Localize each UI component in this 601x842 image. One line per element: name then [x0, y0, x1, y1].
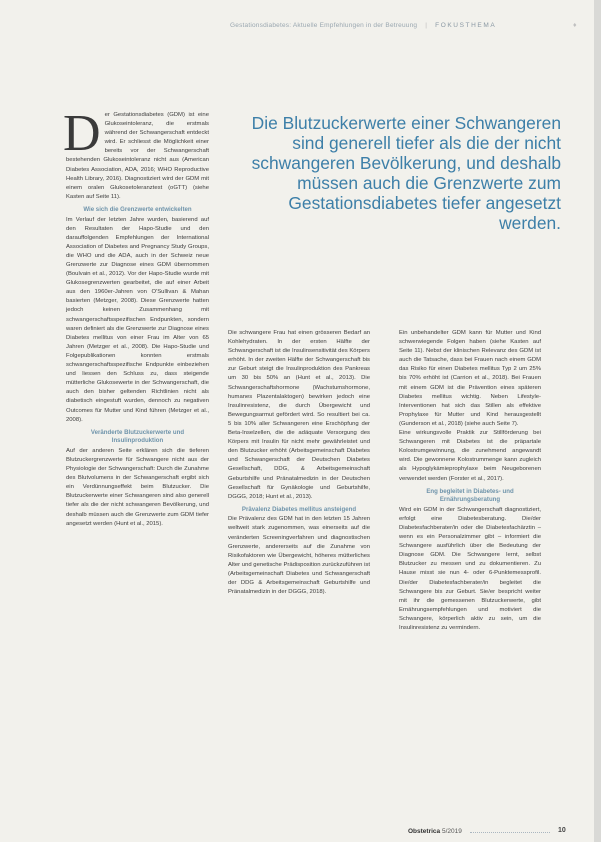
journal-info: [408, 828, 462, 835]
column-1: [63, 105, 209, 529]
page-number: 10: [558, 827, 566, 834]
section-label: FOKUSTHEMA: [435, 22, 497, 29]
issue-number: 5/2019: [441, 828, 462, 835]
paragraph: Die schwangere Frau hat einen grösseren Bedarf an Kohlehydraten. In der ersten Hälfte der Schwangerschaft ist die Insulinsensitivität des Körpers erhöht. In der zweiten Hälfte der Schwangerschaft bis zur Geburt steigt die Insulinproduktion des Pankreas um 30 bis 50% an (Hunt et al., 2013). Die Schwangerschaftshormone (Wachstumshormone, humanes Plazentalaktogen) bewirken jedoch eine Insulinresistenz, die durch Übergewicht und Bewegungsarmut gefördert wird. So resultiert bei ca. 5 bis 10% aller Schwangeren eine Erschöpfung der Beta-Inselzellen, die die adäquate Versorgung des Körpers mit Insulin für nicht mehr gewährleistet und den Blutzucker erhöht (Arbeitsgemeinschaft Diabetes und Schwangerschaft der Deutschen Diabetes Gesellschaft, DDG, & Arbeitsgemeinschaft Geburtshilfe und Pränatalmedizin in der Deutschen Gesellschaft für Gynäkologie und Geburtshilfe, DGGG, 2018; Hunt et al., 2013).: [228, 330, 370, 500]
paragraph: Ein unbehandelter GDM kann für Mutter und Kind schwerwiegende Folgen haben (siehe Kasten auf Seite 11). Nebst der klinischen Relevanz des GDM ist auch die Tatsache, dass bei Frauen nach einem GDM das Risiko für einen Diabetes mellitus Typ 2 um 25% bis 70% erhöht ist (Carrion et al., 2018). Bei Frauen mit einem GDM ist die Prävention eines späteren Diabetes mellitus wichtig. Neben Lifestyle-Interventionen hat sich das Stillen als effektive Prophylaxe für Mutter und Kind herausgestellt (Gunderson et al., 2018) (siehe auch Seite 7).: [399, 330, 541, 427]
subheading-praevalenz: Prävalenz Diabetes mellitus ansteigend: [241, 505, 357, 513]
paragraph: Im Verlauf der letzten Jahre wurden, basierend auf den Resultaten der Hapo-Studie und den darauffolgenden Empfehlungen der International Association of Diabetes and Pregnancy Study Groups, die WHO und die ADA, auch in der Schweiz neue Grenzwerte zur Diagnose eines GDM übernommen (Boulvain et al., 2012). Vor der Hapo-Studie wurde mit Glukosegrenzwerten gearbeitet, die auf einer Arbeit aus den 1960er-Jahren von O'Sullivan & Mahan basierten (Metzger, 2008). Diese Grenzwerte hatten jedoch keinen Zusammenhang mit schwangerschaftsspezifischen Endpunkten, sondern waren definiert als die Grenzwerte zur Diagnose eines Diabetes mellitus von einer Frau im Alter von 65 Jahren (Metzger et al., 2008). Die Hapo-Studie und Folgepublikationen konnten erstmals schwangerschaftsspezifische Endpunkte einbeziehen und liessen den Schluss zu, dass steigende mütterliche Glukosewerte in der Schwangerschaft, die auch den bisher geltenden Richtlinien nicht als diabetisch eingestuft wurden, dennoch zu negativen Outcomes für Mutter und Kind führen (Metzger et al., 2008).: [66, 216, 209, 423]
intro-text: er Gestationsdiabetes (GDM) ist eine Glukoseintoleranz, die erstmals während der Schwangerschaft entdeckt wird. Er schliesst die Möglichkeit einer bereits vor der Schwangerschaft bestehenden Glukoseintoleranz nicht aus (American Diabetes Association, ADA, 2016; WHO Reproductive Health Library, 2016). Diagnostiziert wird der GDM mit einem oralen Glukosetoleranztest (oGTT) (siehe Kasten auf Seite 11).: [66, 112, 209, 200]
running-title: Gestationsdiabetes: Aktuelle Empfehlungen in der Betreuung: [230, 22, 418, 29]
bookmark-icon: ♦: [573, 22, 577, 29]
running-header: Gestationsdiabetes: Aktuelle Empfehlungen in der Betreuung | FOKUSTHEMA: [230, 22, 497, 29]
column-2: [228, 329, 370, 597]
footer-divider: [470, 832, 550, 833]
paragraph: Auf der anderen Seite erklären sich die tieferen Blutzuckergrenzwerte für Schwangere nicht aus der Physiologie der Schwangerschaft: Durch die Zunahme des Blutvolumens in der Schwangerschaft ergibt sich ein Verdünnungseffekt beim Blutzucker. Die Blutzuckerwerte einer Schwangeren sind also generell tiefer als die der nicht schwangeren Bevölkerung, und deshalb müssen auch die Grenzwerte zum GDM tiefer angesetzt werden (Hunt et al., 2015).: [66, 447, 209, 527]
paragraph: Die Prävalenz des GDM hat in den letzten 15 Jahren weltweit stark zugenommen, was einerseits auf die veränderten Screeningverfahren und diagnostischen Grenzwerte, andererseits auf die Zunahme von Risikofaktoren wie Übergewicht, höheres mütterliches Alter und genetische Prädisposition zurückzuführen ist (Arbeitsgemeinschaft Diabetes und Schwangerschaft der DDG & Arbeitsgemeinschaft Geburtshilfe und Pränatalmedizin in der DGGG, 2018).: [228, 516, 370, 596]
subheading-grenzwerte: Wie sich die Grenzwerte entwickelten: [83, 205, 192, 213]
intro-paragraph: [63, 105, 209, 202]
paragraph: Wird ein GDM in der Schwangerschaft diagnostiziert, erfolgt eine Diabetesberatung. Die/der Diabetesfachberater/in oder die Diabetesfachärztin – wenn es ein Personalzimmer gibt – informiert die Schwangere ausführlich über die Bedeutung der Diagnose GDM. Die Schwangere lernt, selbst Blutzucker zu messen und zu dokumentieren. Zu Hause misst sie nun 4- oder 6-Punktemessprofil. Die/der Diabetesfachberater/in begleitet die Schwangere bis zur Geburt. Sie/er bespricht weiter mit ihr die gemessenen Blutzuckerwerte, gibt Ernährungsempfehlungen und motiviert die Schwangere, körperlich aktiv zu sein, um die Insulinresistenz zu vermindern.: [399, 506, 541, 631]
subheading-beratung: Eng begleitet in Diabetes- und Ernährungsberatung: [426, 487, 514, 504]
paragraph: Eine wirkungsvolle Praktik zur Stillförderung bei Schwangeren mit Diabetes ist die präpartale Kolostrumgewinnung, die zunehmend angewandt wird. Die gewonnene Kolostrummenge kann zugleich als Hypoglykämieprophylaxe beim Neugeborenen verwendet werden (Forster et al., 2017).: [399, 430, 541, 482]
column-3: [399, 329, 541, 633]
journal-name: Obstetrica: [408, 828, 441, 835]
drop-cap: D: [63, 105, 101, 162]
pull-quote: Die Blutzuckerwerte einer Schwangeren sind generell tiefer als die der nicht schwangeren Bevölkerung, und deshalb müssen auch die Grenzwerte zum Gestationsdiabetes tiefer angesetzt werden.: [251, 113, 561, 233]
subheading-blutzucker: Veränderte Blutzuckerwerte und Insulinproduktion: [90, 428, 185, 445]
